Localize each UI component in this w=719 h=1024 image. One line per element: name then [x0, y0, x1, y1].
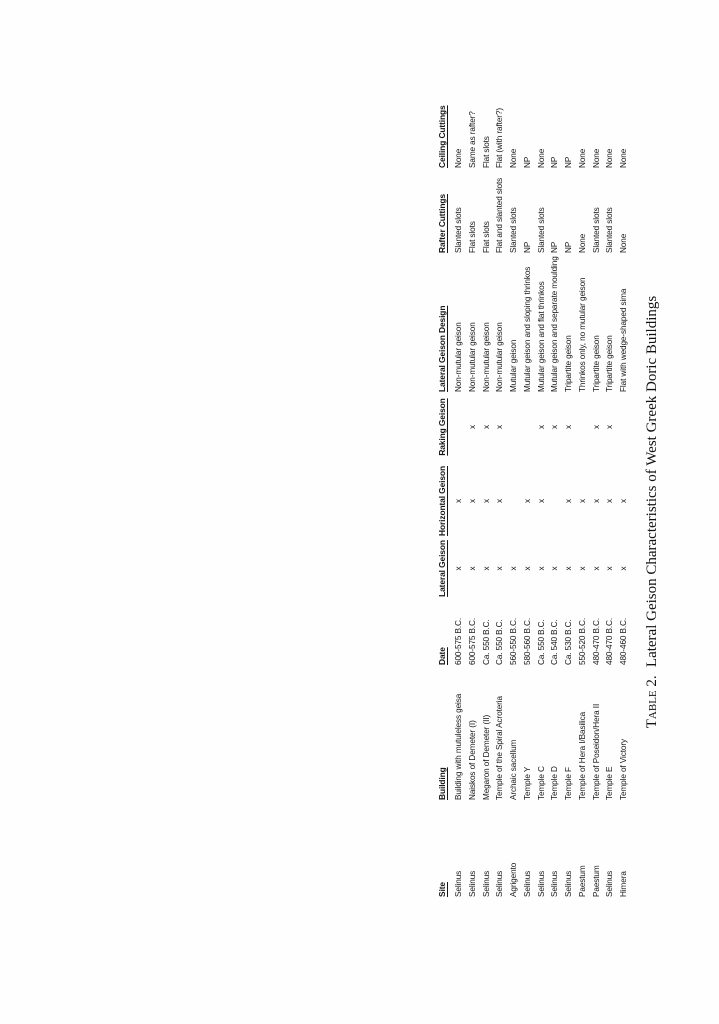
cell-ceiling: None: [509, 148, 518, 168]
cell-raking: x: [536, 425, 546, 429]
cell-site: Paestum: [577, 865, 587, 897]
cell-lateral: x: [619, 566, 628, 571]
column-header-raking: Raking Geison: [437, 398, 447, 456]
cell-lateral: x: [509, 566, 518, 571]
cell-design: Tripartite geison: [605, 335, 615, 392]
column-rafter: [437, 168, 631, 253]
cell-building: Naiskos of Demeter (I): [467, 720, 477, 800]
cell-building: Temple F: [564, 767, 573, 800]
cell-building: Temple of Hera I/Basilica: [577, 711, 587, 800]
cell-site: Himera: [619, 871, 628, 897]
column-site: [437, 800, 631, 897]
cell-rafter: Flat slots: [481, 221, 491, 253]
cell-design: Mutular geison and separate moulding: [550, 256, 560, 392]
cell-rafter: None: [577, 233, 587, 253]
cell-building: Temple C: [536, 766, 546, 800]
column-header-site: Site: [437, 882, 447, 897]
cell-date: Ca. 540 B.C.: [550, 619, 560, 665]
cell-rafter: Flat slots: [467, 221, 477, 253]
cell-ceiling: None: [619, 148, 628, 168]
cell-raking: x: [495, 425, 505, 429]
cell-rafter: Slanted slots: [454, 207, 463, 253]
cell-raking: [507, 392, 521, 462]
cell-lateral: x: [577, 566, 587, 571]
cell-raking: x: [591, 425, 601, 429]
cell-ceiling: NP: [522, 156, 532, 168]
column-lateral: [437, 540, 631, 597]
column-header-ceiling: Ceiling Cuttings: [437, 105, 447, 168]
column-date: [437, 597, 631, 665]
cell-site: Selinus: [536, 870, 546, 897]
column-header-lateral: Lateral Geison: [437, 540, 447, 597]
column-raking: [437, 392, 631, 462]
cell-building: Temple of Victory: [619, 739, 628, 800]
cell-building: Megaron of Demeter (II): [481, 714, 491, 800]
cell-rafter: Slanted slots: [591, 207, 601, 253]
cell-date: 480-470 B.C.: [591, 617, 601, 665]
column-ceiling: [437, 76, 631, 168]
table-caption-title: Lateral Geison Characteristics of West Greek Doric Buildings: [644, 295, 660, 668]
cell-date: 600-575 B.C.: [467, 617, 477, 665]
cell-date: 600-575 B.C.: [454, 617, 463, 665]
cell-horizontal: x: [495, 499, 505, 503]
cell-lateral: x: [605, 566, 615, 571]
cell-raking: [617, 392, 631, 462]
cell-date: 480-470 B.C.: [605, 617, 615, 665]
cell-building: Temple E: [605, 766, 615, 800]
column-header-date: Date: [437, 647, 447, 665]
cell-site: Agrigento: [509, 862, 518, 897]
cell-horizontal: x: [522, 499, 532, 503]
cell-building: Archaic sacellum: [509, 739, 518, 800]
cell-building: Temple D: [550, 766, 560, 800]
cell-raking: [576, 392, 590, 462]
cell-lateral: x: [495, 566, 505, 571]
cell-ceiling: None: [591, 148, 601, 168]
cell-date: 580-560 B.C.: [522, 617, 532, 665]
cell-lateral: x: [454, 566, 463, 571]
cell-raking: x: [550, 425, 560, 429]
cell-raking: [452, 392, 466, 462]
cell-rafter: NP: [522, 241, 532, 253]
cell-design: Non-mutular geison: [454, 322, 463, 392]
cell-ceiling: None: [605, 148, 615, 168]
cell-design: Flat with wedge-shaped sima: [619, 288, 628, 392]
cell-site: Selinus: [522, 870, 532, 897]
cell-design: Tripartite geison: [564, 335, 573, 392]
cell-ceiling: None: [536, 148, 546, 168]
cell-horizontal: x: [467, 499, 477, 503]
cell-site: Selinus: [564, 870, 573, 897]
cell-raking: x: [605, 425, 615, 429]
cell-lateral: x: [467, 566, 477, 571]
cell-raking: x: [481, 425, 491, 429]
cell-design: Mutular geison and sloping thrinkos: [522, 266, 532, 392]
cell-rafter: Slanted slots: [605, 207, 615, 253]
cell-date: 560-550 B.C.: [509, 617, 518, 665]
cell-date: Ca. 550 B.C.: [481, 619, 491, 665]
cell-ceiling: Flat slots: [481, 136, 491, 168]
cell-horizontal: x: [591, 499, 601, 503]
cell-rafter: NP: [564, 241, 573, 253]
table-caption-label: Table 2.: [644, 675, 660, 729]
column-header-building: Building: [437, 767, 447, 800]
cell-ceiling: Same as rafter?: [467, 111, 477, 168]
cell-rafter: NP: [550, 241, 560, 253]
cell-horizontal: x: [577, 499, 587, 503]
cell-horizontal: x: [564, 499, 573, 503]
cell-building: Temple Y: [522, 766, 532, 800]
cell-rafter: Slanted slots: [536, 207, 546, 253]
column-horizontal: [437, 462, 631, 540]
cell-site: Selinus: [467, 870, 477, 897]
cell-date: Ca. 530 B.C.: [564, 619, 573, 665]
cell-lateral: x: [481, 566, 491, 571]
cell-horizontal: x: [536, 499, 546, 503]
cell-ceiling: None: [454, 148, 463, 168]
cell-lateral: x: [564, 566, 573, 571]
cell-building: Temple of Poseidon/Hera II: [591, 703, 601, 800]
cell-date: Ca. 550 B.C.: [495, 619, 505, 665]
cell-raking: [521, 392, 535, 462]
cell-design: Non-mutular geison: [467, 322, 477, 392]
cell-design: Mutular geison and flat thrinkos: [536, 281, 546, 392]
cell-rafter: Slanted slots: [509, 207, 518, 253]
cell-rafter: Flat and slanted slots: [495, 177, 505, 253]
cell-date: Ca. 550 B.C.: [536, 619, 546, 665]
column-building: [437, 665, 631, 800]
cell-design: Non-mutular geison: [481, 322, 491, 392]
cell-rafter: None: [619, 233, 628, 253]
cell-lateral: x: [550, 566, 560, 571]
cell-horizontal: x: [605, 499, 615, 503]
column-header-design: Lateral Geison Design: [437, 305, 447, 392]
cell-raking: x: [467, 425, 477, 429]
cell-design: Non-mutular geison: [495, 322, 505, 392]
cell-site: Paestum: [591, 865, 601, 897]
cell-design: Tripartite geison: [591, 335, 601, 392]
cell-raking: x: [564, 425, 573, 429]
cell-building: Temple of the Spiral Acroteria: [495, 696, 505, 800]
column-header-rafter: Rafter Cuttings: [437, 194, 447, 253]
cell-horizontal: [548, 462, 562, 540]
column-design: [437, 253, 631, 392]
cell-site: Selinus: [481, 870, 491, 897]
cell-lateral: x: [522, 566, 532, 571]
geison-table: [437, 76, 631, 897]
cell-lateral: x: [591, 566, 601, 571]
cell-ceiling: NP: [564, 156, 573, 168]
cell-design: Thrinkos only, no mutular geison: [577, 277, 587, 392]
table-caption: [644, 0, 661, 1024]
cell-design: Mutular geison: [509, 339, 518, 392]
cell-ceiling: Flat (with rafter?): [495, 108, 505, 168]
cell-site: Selinus: [495, 870, 505, 897]
column-header-horizontal: Horizontal Geison: [437, 466, 447, 536]
cell-site: Selinus: [454, 870, 463, 897]
cell-ceiling: None: [577, 148, 587, 168]
cell-date: 550-520 B.C.: [577, 617, 587, 665]
cell-site: Selinus: [605, 870, 615, 897]
cell-horizontal: [507, 462, 521, 540]
cell-ceiling: NP: [550, 156, 560, 168]
cell-date: 480-460 B.C.: [619, 617, 628, 665]
cell-building: Building with mutuleless geisa: [454, 693, 463, 800]
cell-lateral: x: [536, 566, 546, 571]
cell-site: Selinus: [550, 870, 560, 897]
cell-horizontal: x: [481, 499, 491, 503]
cell-horizontal: x: [454, 499, 463, 503]
cell-horizontal: x: [619, 499, 628, 503]
